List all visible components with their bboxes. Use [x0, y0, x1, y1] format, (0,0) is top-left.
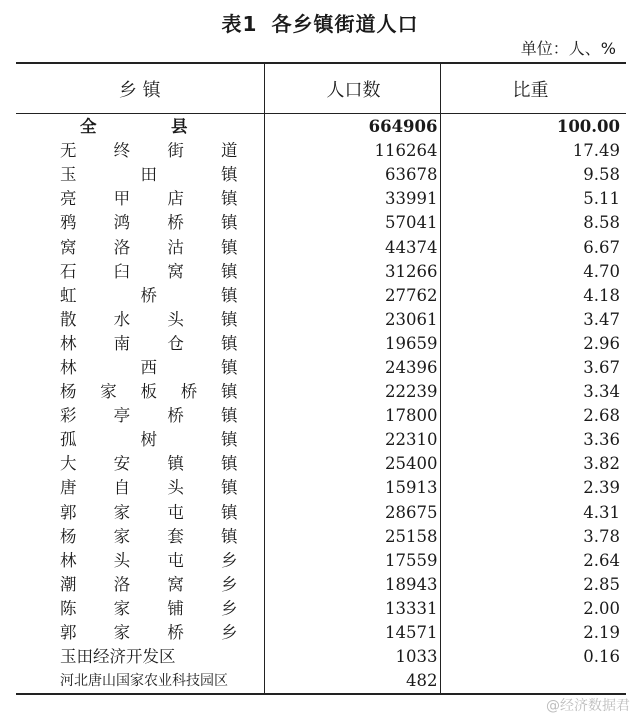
row-population: 13331	[264, 597, 440, 621]
table-row	[16, 404, 626, 428]
row-name: 唐 自 头 镇	[60, 478, 238, 498]
row-share: 4.70	[583, 261, 620, 281]
row-share: 8.58	[583, 213, 620, 233]
row-population: 28675	[264, 501, 440, 525]
row-name: 河北唐山国家农业科技园区	[60, 673, 228, 690]
row-name: 散 水 头 镇	[60, 309, 238, 329]
row-share: 2.64	[583, 550, 620, 570]
table-row	[16, 332, 626, 356]
table-row	[16, 525, 626, 549]
row-population: 14571	[264, 621, 440, 645]
table-title: 各乡镇街道人口	[271, 12, 419, 36]
row-population: 1033	[264, 645, 440, 669]
row-name: 虹 桥 镇	[60, 285, 238, 305]
row-name: 无 终 街 道	[60, 141, 238, 161]
row-share: 3.78	[583, 526, 620, 546]
row-population: 482	[264, 669, 440, 694]
table-row	[16, 501, 626, 525]
row-population: 25158	[264, 525, 440, 549]
table-row	[16, 621, 626, 645]
row-share: 3.47	[583, 309, 620, 329]
table-row	[16, 476, 626, 500]
unit-label: 单位：人、%	[520, 39, 616, 58]
row-share: 4.31	[583, 502, 620, 522]
row-population: 17559	[264, 549, 440, 573]
row-share: 2.19	[583, 623, 620, 643]
row-population: 22239	[264, 380, 440, 404]
row-share: 3.36	[583, 430, 620, 450]
table-row	[16, 549, 626, 573]
row-share: 4.18	[583, 285, 620, 305]
row-population: 27762	[264, 284, 440, 308]
table-row	[16, 597, 626, 621]
row-name: 杨 家 套 镇	[60, 526, 238, 546]
header-name: 乡 镇	[16, 63, 264, 114]
row-population: 24396	[264, 356, 440, 380]
row-population: 63678	[264, 163, 440, 187]
row-share: 2.00	[583, 598, 620, 618]
row-population: 17800	[264, 404, 440, 428]
row-share: 2.96	[583, 333, 620, 353]
population-table	[16, 62, 626, 695]
row-share: 3.82	[583, 454, 620, 474]
header-share: 比重	[440, 63, 626, 114]
row-population: 19659	[264, 332, 440, 356]
table-row	[16, 211, 626, 235]
row-share: 2.68	[583, 406, 620, 426]
row-name: 陈 家 铺 乡	[60, 598, 238, 618]
row-population: 31266	[264, 260, 440, 284]
table-row	[16, 573, 626, 597]
row-share	[440, 669, 626, 694]
row-population: 23061	[264, 308, 440, 332]
row-name: 孤 树 镇	[60, 430, 238, 450]
table-row	[16, 669, 626, 694]
row-name: 亮 甲 店 镇	[60, 189, 238, 209]
row-name: 鸦 鸿 桥 镇	[60, 213, 238, 233]
row-name: 郭 家 桥 乡	[60, 623, 238, 643]
row-population: 33991	[264, 187, 440, 211]
row-name: 窝 洛 沽 镇	[60, 237, 238, 257]
row-share: 0.16	[583, 647, 620, 667]
table-row	[16, 452, 626, 476]
row-name: 彩 亭 桥 镇	[60, 406, 238, 426]
table-row	[16, 356, 626, 380]
watermark: @经济数据君	[546, 698, 630, 714]
row-share: 2.39	[583, 478, 620, 498]
table-row	[16, 645, 626, 669]
table-row	[16, 284, 626, 308]
page-title	[0, 8, 640, 37]
row-name: 玉 田 镇	[60, 165, 238, 185]
table-row	[16, 260, 626, 284]
row-name: 潮 洛 窝 乡	[60, 574, 238, 594]
table-row	[16, 187, 626, 211]
row-name: 郭 家 屯 镇	[60, 502, 238, 522]
table-row	[16, 139, 626, 163]
table-row	[16, 163, 626, 187]
row-population: 18943	[264, 573, 440, 597]
table-row	[16, 235, 626, 259]
row-name: 林 南 仓 镇	[60, 333, 238, 353]
row-name: 林 头 屯 乡	[60, 550, 238, 570]
row-name: 林 西 镇	[60, 357, 238, 377]
row-name: 石 臼 窝 镇	[60, 261, 238, 281]
row-share: 3.67	[583, 357, 620, 377]
row-name: 杨 家 板 桥 镇	[60, 382, 238, 402]
total-name: 全 县	[80, 117, 188, 137]
row-population: 22310	[264, 428, 440, 452]
header-population: 人口数	[264, 63, 440, 114]
total-share: 100.00	[440, 114, 626, 140]
row-share: 5.11	[583, 189, 620, 209]
row-population: 44374	[264, 235, 440, 259]
row-population: 25400	[264, 452, 440, 476]
row-name: 大 安 镇 镇	[60, 454, 238, 474]
row-share: 9.58	[583, 165, 620, 185]
table-row	[16, 380, 626, 404]
table-row	[16, 308, 626, 332]
table-number: 表1	[221, 12, 258, 36]
table-row	[16, 428, 626, 452]
row-share: 2.85	[583, 574, 620, 594]
total-row	[16, 114, 626, 140]
row-population: 116264	[264, 139, 440, 163]
row-share: 17.49	[572, 141, 620, 161]
row-share: 3.34	[583, 382, 620, 402]
row-population: 15913	[264, 476, 440, 500]
header-row	[16, 63, 626, 114]
row-share: 6.67	[583, 237, 620, 257]
row-population: 57041	[264, 211, 440, 235]
row-name: 玉田经济开发区	[60, 647, 176, 667]
total-population: 664906	[264, 114, 440, 140]
